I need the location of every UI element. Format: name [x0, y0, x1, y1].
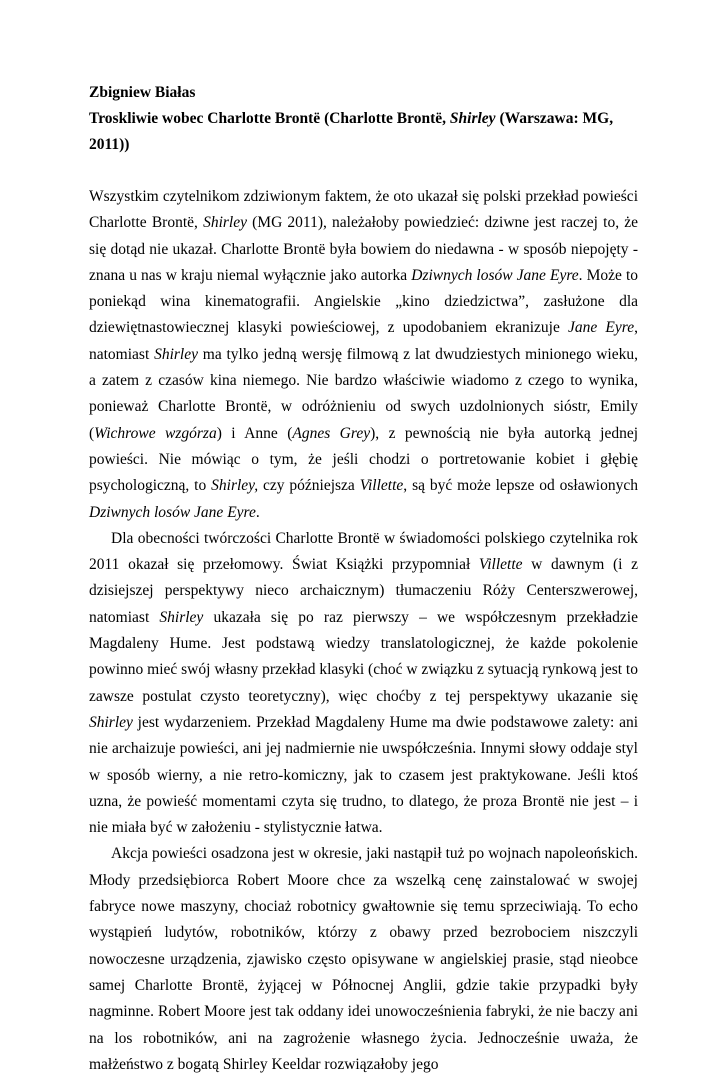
author-name: Zbigniew Białas — [89, 84, 196, 101]
italic-text: Agnes Grey — [292, 424, 371, 442]
paragraph-text: czy późniejsza — [258, 477, 360, 495]
italic-text: Shirley — [203, 214, 247, 232]
italic-text: Shirley — [159, 608, 204, 626]
paragraph-text: Dla obecności twórczości Charlotte Brontë w świadomości polskiego czytelnika rok 2011 okazał się przełomowy. Świat Książki przypomniał — [89, 529, 638, 574]
italic-text: Shirley — [89, 713, 133, 731]
paragraph-text: Akcja powieści osadzona jest w okresie, jaki nastąpił tuż po wojnach napoleońskich. Młody przedsiębiorca Robert Moore chce za wszelką cenę zainstalować w swojej fabryce nowe maszyny, chociaż robotnicy gwałtownie się temu sprzeciwiają. To echo wystąpień ludytów, robotników, którzy z obawy przed bezrobociem niszczyli nowoczesne urządzenia, zjawisko często opisywane w angielskiej prasie, stąd nieobce samej Charlotte Brontë, żyjącej w Północnej Anglii, gdzie takie przypadki były nagminne. Robert Moore jest tak oddany idei unowocześnienia fabryki, że nie baczy ani na los robotników, ani na zagrożenie własnego życia. Jednocześnie uważa, że małżeństwo z bogatą Shirley Keeldar rozwiązałoby jego — [89, 845, 638, 1073]
title-rest-2: (Warszawa: MG, 2011)) — [89, 110, 614, 153]
paragraph-text: Wszystkim czytelnikom zdziwionym faktem, że oto ukazał się polski przekład powieści Charlotte Brontë, — [89, 188, 638, 232]
paragraph-text: w dawnym (i z dzisiejszej perspektywy nieco archaicznym) tłumaczeniu Róży Centerszwerowej, natomiast — [89, 556, 638, 626]
italic-text: Wichrowe wzgórza — [94, 424, 217, 442]
paragraph — [89, 841, 638, 1078]
paragraph-text: (MG 2011), należałoby powiedzieć: dziwne jest raczej to, że się dotąd nie ukazał. Charlotte Brontë była bowiem do niedawna - w sposób niepojęty - znana u nas w kraju niemal wyłącznie jako autorka — [89, 214, 638, 284]
paragraph-text: ma tylko jedną wersję filmową z lat dwudziestych minionego wieku, a zatem z czasów kina niemego. Nie bardzo właściwie wiadomo z czego to wynika, ponieważ Charlotte Brontë, w odróżnieniu od swych uzdolnionych sióstr, Emily ( — [89, 345, 638, 442]
paragraph-text: , natomiast — [89, 319, 638, 363]
title-main: Troskliwie wobec Charlotte Brontë — [89, 110, 321, 127]
italic-text: Dziwnych losów Jane Eyre — [411, 266, 579, 284]
italic-text: Villette — [478, 556, 523, 574]
italic-text: Shirley — [154, 345, 198, 363]
paragraph-text: ) i Anne ( — [216, 424, 293, 442]
italic-text: Villette — [359, 477, 404, 495]
review-title — [89, 106, 638, 158]
italic-text: Jane Eyre — [568, 319, 635, 337]
italic-text: Dziwnych losów Jane Eyre — [89, 503, 256, 521]
title-rest-1: (Charlotte Brontë, — [320, 110, 450, 127]
paragraph-text: . Może to poniekąd wina kinematografii. Angielskie „kino dziedzictwa”, zasłużone dla dziewiętnastowiecznej klasyki powieściowej, z upodobaniem ekranizuje — [89, 266, 639, 337]
paragraph-text: jest wydarzeniem. Przekład Magdaleny Hume ma dwie podstawowe zalety: ani nie archaizuje powieści, ani jej nadmiernie nie uwspółcześnia. Innymi słowy oddaje styl w sposób wierny, a nie retro-komiczny, jak to czasem jest praktykowane. Jeśli ktoś uzna, że powieść momentami czyta się trudno, to dlatego, że proza Brontë nie jest – i nie miała być w założeniu - stylistycznie łatwa. — [89, 713, 638, 837]
body-text — [89, 184, 638, 1078]
paragraph-text: , są być może lepsze od osławionych — [403, 477, 638, 495]
paragraph-text: . — [255, 503, 260, 521]
paragraph — [89, 184, 638, 526]
italic-text: Shirley, — [211, 477, 259, 495]
paragraph — [89, 526, 638, 842]
paragraph-text: ukazała się po raz pierwszy – we współczesnym przekładzie Magdaleny Hume. Jest podstawą wiedzy translatologicznej, że każde pokolenie powinno mieć swój własny przekład klasyki (choć w związku z sytuacją rynkową jest to zawsze postulat czysto teoretyczny), więc choćby z tej perspektywy ukazanie się — [89, 608, 638, 705]
paragraph-text: ), z pewnością nie była autorką jednej powieści. Nie mówiąc o tym, że jeśli chodzi o portretowanie kobiet i głębię psychologiczną, to — [89, 424, 639, 495]
title-rest-italic: Shirley — [449, 110, 496, 127]
